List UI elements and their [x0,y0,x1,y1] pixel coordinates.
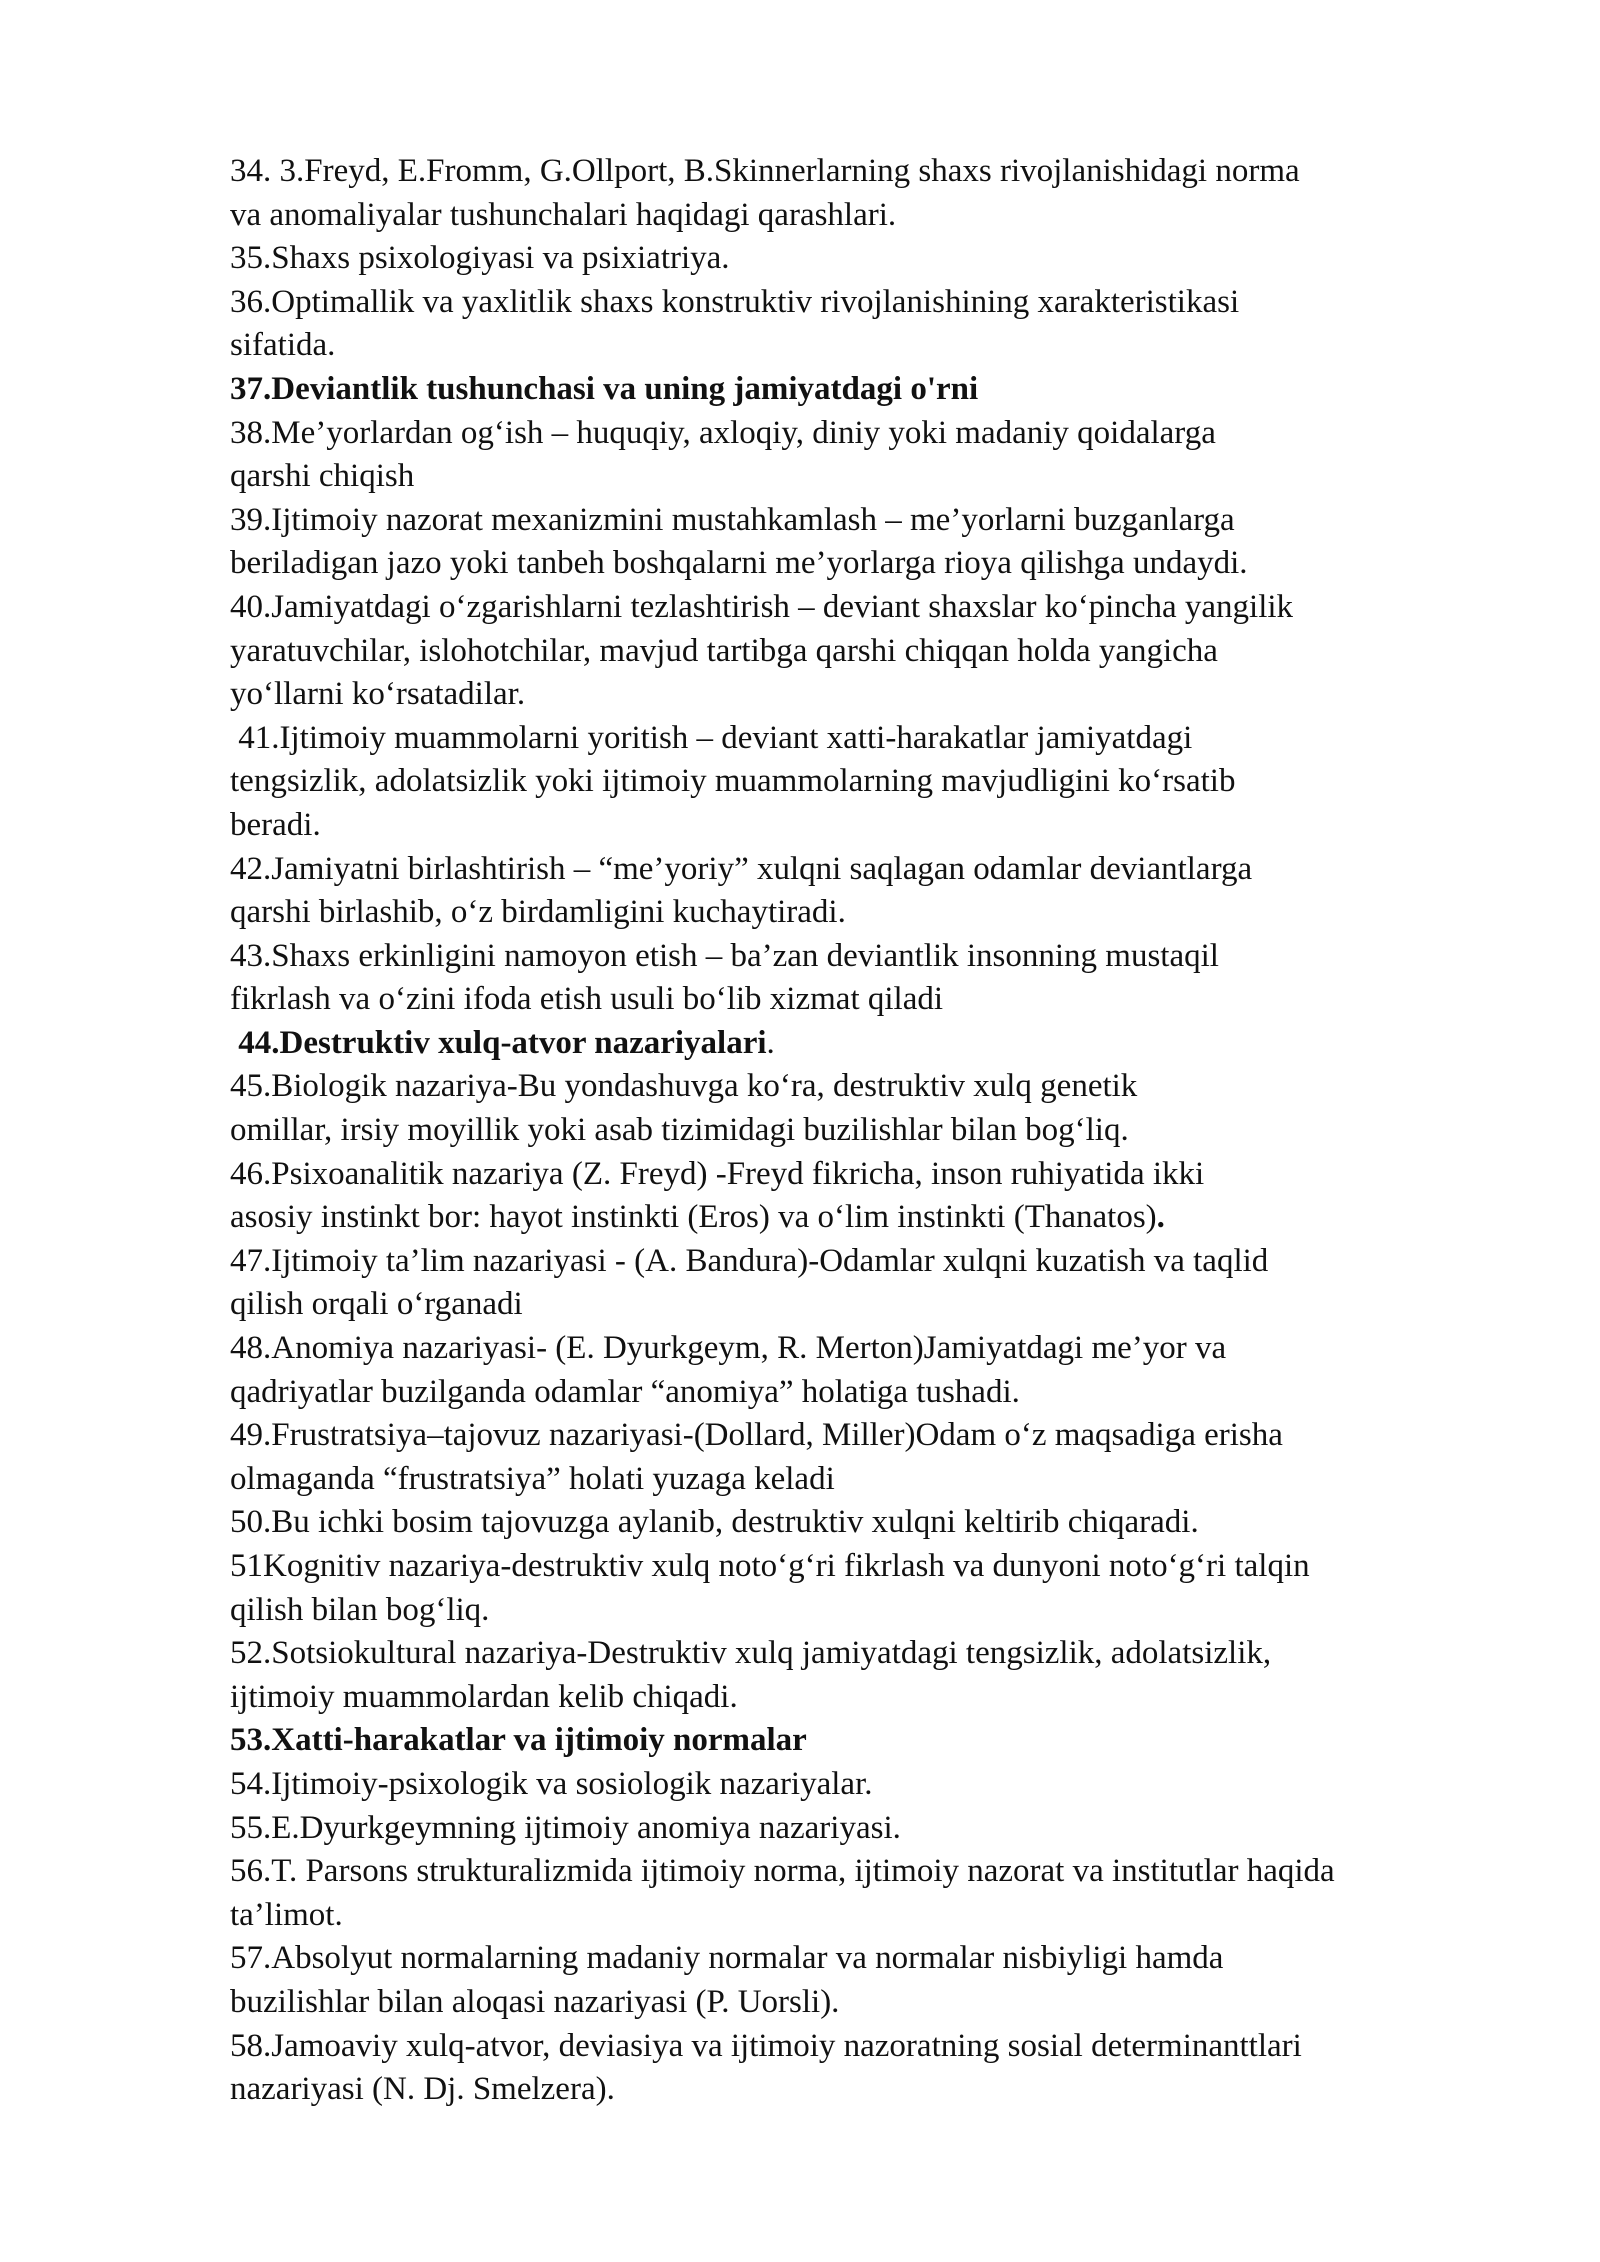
text-line [230,194,1530,238]
section-heading-line [230,368,1530,412]
text-line [230,1632,1530,1676]
text-line [230,1065,1530,1109]
line-text: 53.Xatti-harakatlar va ijtimoiy normalar [230,1722,807,1759]
line-text: nazariyasi (N. Dj. Smelzera). [230,2071,615,2108]
text-line [230,848,1530,892]
text-line [230,1283,1530,1327]
line-text: 55.E.Dyurkgeymning ijtimoiy anomiya nazariyasi. [230,1809,901,1846]
line-text: omillar, irsiy moyillik yoki asab tizimidagi buzilishlar bilan bog‘liq. [230,1112,1129,1149]
text-line [230,1414,1530,1458]
text-line [230,1327,1530,1371]
line-text: 48.Anomiya nazariyasi- (E. Dyurkgeym, R. Merton)Jamiyatdagi me’yor va [230,1330,1227,1367]
line-bold-suffix: . [1156,1199,1165,1236]
line-text: 57.Absolyut normalarning madaniy normalar va normalar nisbiyligi hamda [230,1940,1224,1977]
text-line [230,499,1530,543]
text-line [230,1153,1530,1197]
line-text: qarshi chiqish [230,458,415,495]
line-text: 39.Ijtimoiy nazorat mexanizmini mustahkamlash – me’yorlarni buzganlarga [230,501,1235,538]
text-line [230,1109,1530,1153]
line-text: 52.Sotsiokultural nazariya-Destruktiv xulq jamiyatdagi tengsizlik, adolatsizlik, [230,1635,1272,1672]
line-text: 36.Optimallik va yaxlitlik shaxs konstruktiv rivojlanishining xarakteristikasi [230,283,1240,320]
text-line [230,673,1530,717]
line-text: 47.Ijtimoiy ta’lim nazariyasi - (A. Bandura)-Odamlar xulqni kuzatish va taqlid [230,1242,1269,1279]
text-line [230,935,1530,979]
text-line [230,324,1530,368]
text-line [230,1545,1530,1589]
line-text: 56.T. Parsons strukturalizmida ijtimoiy norma, ijtimoiy nazorat va institutlar haqida [230,1853,1335,1890]
line-text: yo‘llarni ko‘rsatadilar. [230,676,526,713]
line-text: 40.Jamiyatdagi o‘zgarishlarni tezlashtirish – deviant shaxslar ko‘pincha yangilik [230,588,1294,625]
text-line [230,1807,1530,1851]
line-text: 49.Frustratsiya–tajovuz nazariyasi-(Dollard, Miller)Odam o‘z maqsadiga erisha [230,1417,1283,1454]
line-text: 41.Ijtimoiy muammolarni yoritish – deviant xatti-harakatlar jamiyatdagi [230,719,1193,756]
text-line [230,237,1530,281]
section-heading-line [230,1719,1530,1763]
line-text: ta’limot. [230,1896,343,1933]
line-text: 45.Biologik nazariya-Bu yondashuvga ko‘ra, destruktiv xulq genetik [230,1068,1138,1105]
line-text: 38.Me’yorlardan og‘ish – huquqiy, axloqiy, diniy yoki madaniy qoidalarga [230,414,1216,451]
text-line [230,1894,1530,1938]
line-text: 44.Destruktiv xulq-atvor nazariyalari [230,1024,767,1061]
text-line [230,891,1530,935]
text-line [230,1937,1530,1981]
text-line [230,1458,1530,1502]
line-text: qarshi birlashib, o‘z birdamligini kuchaytiradi. [230,894,846,931]
text-line [230,150,1530,194]
text-line [230,1240,1530,1284]
text-line [230,542,1530,586]
text-line [230,1763,1530,1807]
line-text: tengsizlik, adolatsizlik yoki ijtimoiy muammolarning mavjudligini ko‘rsatib [230,763,1236,800]
text-line [230,1676,1530,1720]
line-text: sifatida. [230,327,336,364]
line-text: olmaganda “frustratsiya” holati yuzaga keladi [230,1460,835,1497]
text-line [230,804,1530,848]
line-text: 51Kognitiv nazariya-destruktiv xulq noto‘g‘ri fikrlash va dunyoni noto‘g‘ri talqin [230,1548,1310,1584]
line-text: 50.Bu ichki bosim tajovuzga aylanib, destruktiv xulqni keltirib chiqaradi. [230,1504,1199,1541]
line-text: 58.Jamoaviy xulq-atvor, deviasiya va ijtimoiy nazoratning sosial determinanttlari [230,2027,1302,2064]
text-line [230,586,1530,630]
text-line [230,412,1530,456]
text-line [230,455,1530,499]
text-line [230,760,1530,804]
line-text: 34. 3.Freyd, E.Fromm, G.Ollport, B.Skinnerlarning shaxs rivojlanishidagi norma [230,153,1300,189]
line-text: 46.Psixoanalitik nazariya (Z. Freyd) -Freyd fikricha, inson ruhiyatida ikki [230,1155,1205,1192]
text-line [230,1981,1530,2025]
line-text: buzilishlar bilan aloqasi nazariyasi (P. Uorsli). [230,1983,840,2020]
text-line [230,281,1530,325]
line-text: fikrlash va o‘zini ifoda etish usuli bo‘lib xizmat qiladi [230,981,944,1018]
line-text: qilish bilan bog‘liq. [230,1591,490,1628]
text-line [230,2068,1530,2112]
line-text: asosiy instinkt bor: hayot instinkti (Eros) va o‘lim instinkti (Thanatos) [230,1199,1157,1236]
document-page [230,150,1530,2112]
line-text: ijtimoiy muammolardan kelib chiqadi. [230,1678,738,1715]
line-suffix: . [766,1024,775,1061]
text-line [230,978,1530,1022]
line-text: qilish orqali o‘rganadi [230,1286,523,1323]
line-text: 43.Shaxs erkinligini namoyon etish – ba’zan deviantlik insonning mustaqil [230,937,1219,974]
line-text: beriladigan jazo yoki tanbeh boshqalarni me’yorlarga rioya qilishga undaydi. [230,545,1248,582]
text-line [230,1850,1530,1894]
line-text: 37.Deviantlik tushunchasi va uning jamiyatdagi o'rni [230,370,979,407]
text-line [230,630,1530,674]
line-text: beradi. [230,806,321,843]
text-line [230,1589,1530,1633]
text-line [230,717,1530,761]
line-text: 42.Jamiyatni birlashtirish – “me’yoriy” xulqni saqlagan odamlar deviantlarga [230,850,1253,887]
line-text: yaratuvchilar, islohotchilar, mavjud tartibga qarshi chiqqan holda yangicha [230,632,1218,669]
line-text: va anomaliyalar tushunchalari haqidagi qarashlari. [230,196,897,233]
line-text: 35.Shaxs psixologiyasi va psixiatriya. [230,240,730,277]
text-line [230,1501,1530,1545]
section-heading-line [230,1022,1530,1066]
text-line [230,1196,1530,1240]
line-text: 54.Ijtimoiy-psixologik va sosiologik nazariyalar. [230,1765,873,1802]
line-text: qadriyatlar buzilganda odamlar “anomiya” holatiga tushadi. [230,1373,1020,1410]
text-line [230,2025,1530,2069]
text-line [230,1371,1530,1415]
